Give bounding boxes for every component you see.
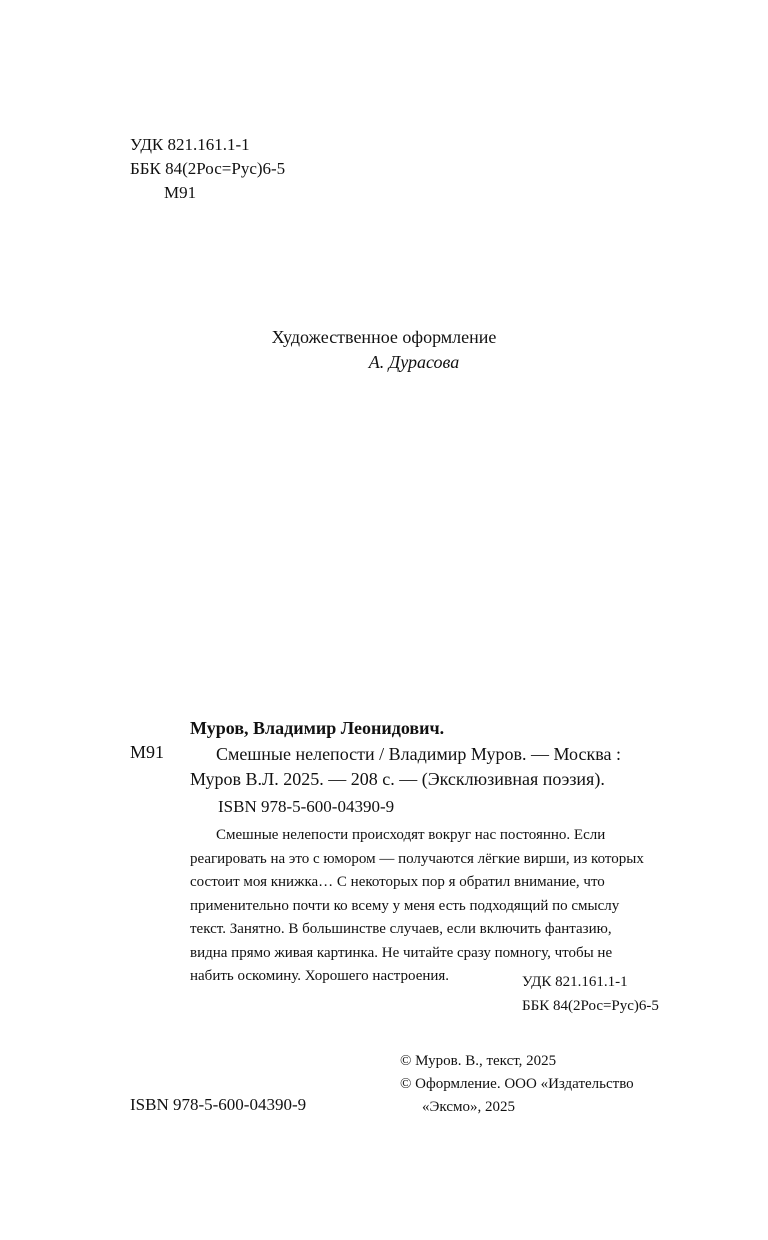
copyright-text: © Муров. В., текст, 2025 [400,1053,557,1069]
art-design-credit [0,325,768,375]
bibliographic-description [190,742,621,792]
copyright-design: © Оформление. ООО «Издательство [400,1076,634,1092]
artist-name: А. Дурасова [368,352,460,372]
udk-code-right: УДК 821.161.1-1 [522,974,628,990]
annotation-line: состоит моя книжка… С некоторых пор я обратил внимание, что [190,874,605,890]
isbn-inner: ISBN 978-5-600-04390-9 [218,797,395,816]
author-mark-side: М91 [130,742,165,762]
right-classification-codes [522,970,659,1018]
bbk-code-right: ББК 84(2Рос=Рус)6-5 [522,998,659,1014]
annotation-line: видна прямо живая картинка. Не читайте сразу помногу, чтобы не [190,944,613,961]
biblio-line-2: Муров В.Л. 2025. — 208 с. — (Эксклюзивная поэзия). [190,769,605,789]
bbk-code: ББК 84(2Рос=Рус)6-5 [130,159,286,178]
biblio-line-1: Смешные нелепости / Владимир Муров. — Москва : [216,744,621,764]
copyright-design-cont: «Эксмо», 2025 [422,1099,515,1115]
top-classification-codes [130,133,285,205]
author-mark: М91 [164,183,197,202]
annotation-line: Смешные нелепости происходят вокруг нас постоянно. Если [216,827,606,843]
annotation-line: текст. Занятно. В большинстве случаев, если включить фантазию, [190,921,612,937]
annotation-line: применительно почти ко всему у меня есть подходящий по смыслу [190,897,620,914]
author-heading: Муров, Владимир Леонидович. [190,718,445,738]
annotation [190,824,690,989]
isbn-bottom: ISBN 978-5-600-04390-9 [130,1095,307,1114]
annotation-line: реагировать на это с юмором — получаются лёгкие вирши, из которых [190,850,644,867]
copyright-block [400,1050,634,1119]
art-design-label: Художественное оформление [271,327,497,347]
annotation-line: набить оскомину. Хорошего настроения. [190,968,450,984]
udk-code: УДК 821.161.1-1 [130,135,250,154]
